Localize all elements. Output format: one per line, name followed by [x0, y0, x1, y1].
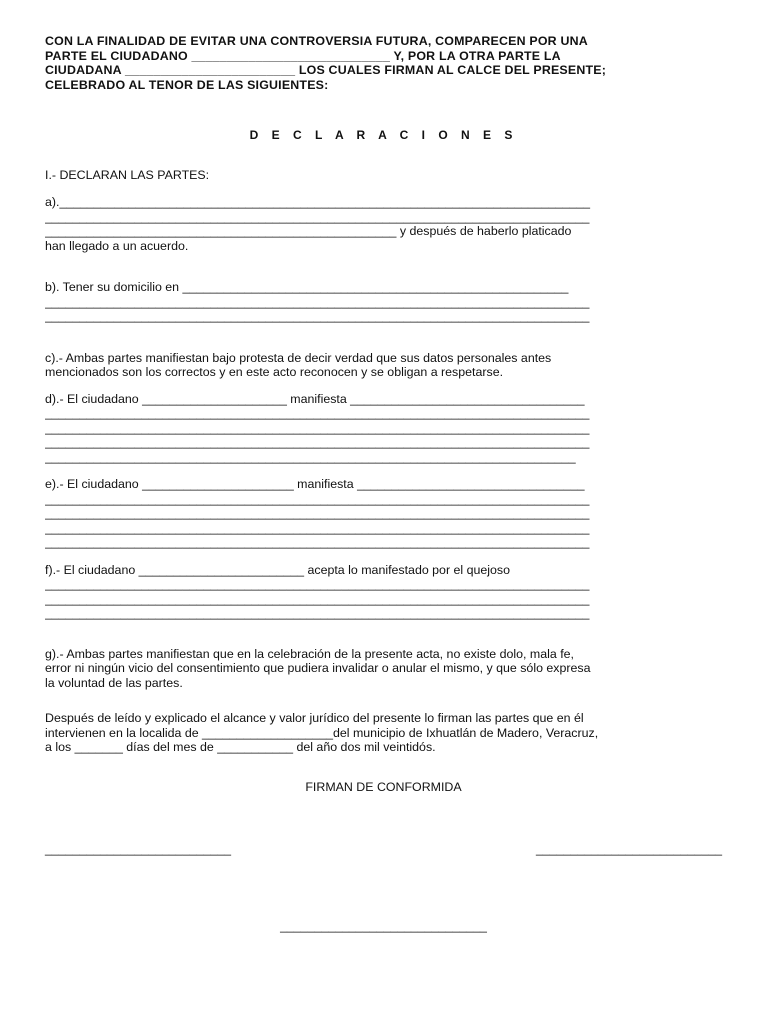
clause-line: _______________________________________________________________________________ [45, 209, 590, 224]
clause-g [45, 647, 722, 691]
clause-line: g).- Ambas partes manifiestan que en la celebración de la presente acta, no existe dolo, mala fe, [45, 646, 574, 661]
clause-line: error ni ningún vicio del consentimiento que pudiera invalidar o anular el mismo, y que sólo expresa [45, 661, 591, 675]
declaraciones-title: D E C L A R A C I O N E S [249, 128, 518, 142]
clause-line: _______________________________________________________________________________ [45, 435, 590, 449]
signature-row [45, 842, 722, 857]
signature-line-left: ___________________________ [45, 842, 232, 856]
clause-line: _______________________________________________________________________________ [45, 309, 590, 323]
clause-line: _______________________________________________________________________________ [45, 577, 590, 591]
clause-a [45, 195, 722, 253]
clause-d [45, 392, 722, 465]
clause-line: b). Tener su domicilio en ________________________________________________________ [45, 280, 569, 294]
clause-line: a)._____________________________________________________________________________ [45, 195, 591, 209]
signature-line-center: ______________________________ [280, 918, 487, 933]
intro-paragraph [45, 34, 722, 92]
closing-line: intervienen en la localida de ___________________del municipio de Ixhuatlán de Madero, Veracruz, [45, 725, 599, 740]
firman-heading: FIRMAN DE CONFORMIDA [305, 779, 462, 794]
clause-line: _______________________________________________________________________________ [45, 491, 590, 506]
clause-line: han llegado a un acuerdo. [45, 238, 189, 253]
intro-line: CIUDADANA ________________________ LOS CUALES FIRMAN AL CALCE DEL PRESENTE; [45, 63, 607, 77]
closing-paragraph [45, 711, 722, 755]
clause-b [45, 280, 722, 324]
document-page [45, 34, 722, 933]
clause-line: e).- El ciudadano ______________________ manifiesta _________________________________ [45, 477, 585, 491]
clause-line: _____________________________________________________________________________ [45, 449, 576, 464]
clause-line: _______________________________________________________________________________ [45, 506, 590, 520]
clause-c [45, 351, 722, 380]
clause-f [45, 563, 722, 621]
signature-line-right: ___________________________ [535, 842, 722, 856]
clause-line: _______________________________________________________________________________ [45, 294, 590, 309]
clause-line: f).- El ciudadano ________________________ acepta lo manifestado por el quejoso [45, 562, 511, 577]
intro-line: CELEBRADO AL TENOR DE LAS SIGUIENTES: [45, 77, 329, 92]
intro-line: CON LA FINALIDAD DE EVITAR UNA CONTROVERSIA FUTURA, COMPARECEN POR UNA [45, 34, 588, 48]
clause-line: _______________________________________________________________________________ [45, 420, 590, 435]
clause-line: _______________________________________________________________________________ [45, 606, 590, 620]
clause-line: _______________________________________________________________________________ [45, 406, 590, 420]
section-heading: I.- DECLARAN LAS PARTES: [45, 167, 210, 182]
closing-line: a los _______ días del mes de ___________ del año dos mil veintidós. [45, 740, 436, 754]
clause-e [45, 477, 722, 550]
clause-line: _______________________________________________________________________________ [45, 535, 590, 549]
clause-line: mencionados son los correctos y en este acto reconocen y se obligan a respetarse. [45, 365, 504, 379]
closing-line: Después de leído y explicado el alcance y valor jurídico del presente lo firman las partes que en él [45, 711, 584, 725]
clause-line: c).- Ambas partes manifiestan bajo protesta de decir verdad que sus datos personales antes [45, 350, 552, 365]
clause-line: _______________________________________________________________________________ [45, 520, 590, 535]
clause-line: la voluntad de las partes. [45, 675, 183, 690]
clause-line: ___________________________________________________ y después de haberlo platicado [45, 224, 572, 238]
intro-line: PARTE EL CIUDADANO ____________________________ Y, POR LA OTRA PARTE LA [45, 48, 561, 63]
clause-line: _______________________________________________________________________________ [45, 591, 590, 606]
clause-line: d).- El ciudadano _____________________ manifiesta __________________________________ [45, 391, 585, 406]
